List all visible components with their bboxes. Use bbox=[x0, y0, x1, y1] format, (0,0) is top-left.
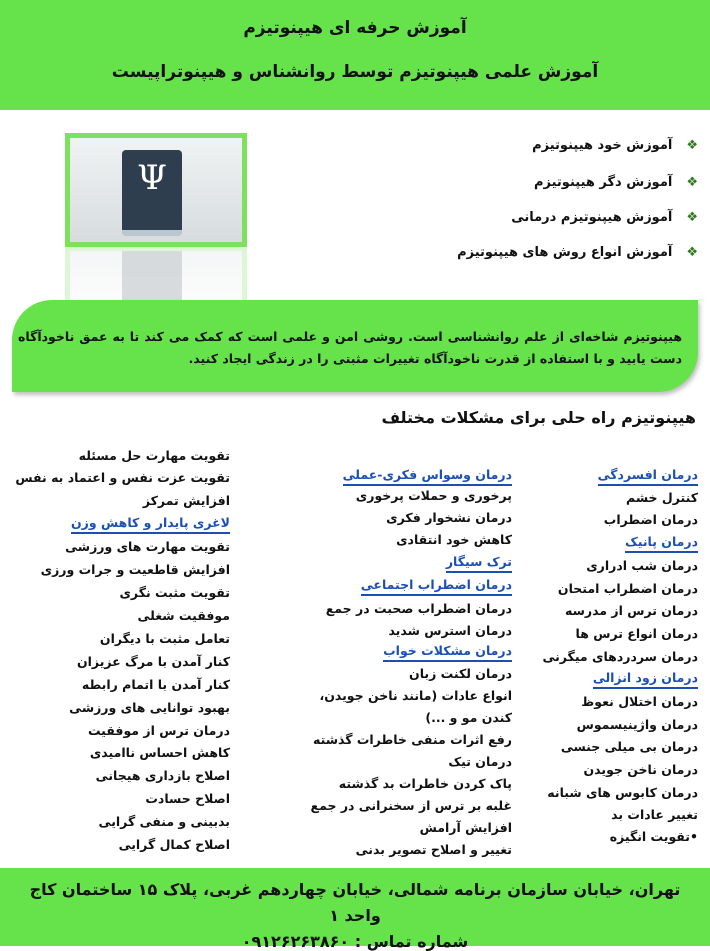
list-item: درمان سردردهای میگرنی bbox=[542, 649, 698, 664]
intro-text: هیپنوتیزم شاخه‌ای از علم روانشناسی است. روشی امن و علمی است که کمک می کند تا به عمق ناخودآگاه دست یابید و با استفاده از قدرت ناخودآگاه تغییرات مثبتی را در زندگی ایجاد کنید. bbox=[18, 329, 682, 366]
list-item: موفقیت شغلی bbox=[137, 608, 230, 623]
list-item: اصلاح حسادت bbox=[145, 791, 230, 806]
header-title: آموزش حرفه ای هیپنوتیزم bbox=[243, 18, 467, 38]
list-item bbox=[532, 138, 698, 162]
list-item bbox=[511, 210, 698, 234]
footer-banner bbox=[0, 868, 710, 951]
list-item-label: آموزش انواع روش های هیپنوتیزم bbox=[457, 245, 673, 260]
address-line-2: واحد ۱ bbox=[329, 906, 381, 925]
list-item: •تقویت انگیزه bbox=[609, 829, 698, 844]
diamond-bullet-icon: ❖ bbox=[686, 138, 698, 153]
list-item: کاهش خود انتقادی bbox=[396, 532, 512, 547]
list-item: کندن مو و ...) bbox=[425, 710, 512, 725]
list-item: درمان ترس از موفقیت bbox=[87, 723, 230, 738]
list-item bbox=[534, 175, 698, 199]
list-item: رفع اثرات منفی خاطرات گذشته bbox=[313, 732, 512, 747]
category-heading: درمان افسردگی bbox=[598, 466, 698, 486]
list-item-label: آموزش دگر هیپنوتیزم bbox=[534, 175, 673, 190]
list-item: درمان لکنت زبان bbox=[409, 666, 512, 681]
psi-symbol: Ψ bbox=[137, 158, 167, 198]
diamond-bullet-icon: ❖ bbox=[686, 210, 698, 225]
list-item: درمان انواع ترس ها bbox=[575, 626, 698, 641]
list-item-label: آموزش هیپنوتیزم درمانی bbox=[511, 210, 673, 225]
list-item: درمان اضطراب صحبت در جمع bbox=[325, 601, 512, 616]
list-item: درمان ترس از مدرسه bbox=[565, 603, 698, 618]
list-item: پاک کردن خاطرات بد گذشته bbox=[338, 776, 512, 791]
logo-frame bbox=[65, 133, 247, 247]
list-item: بهبود توانایی های ورزشی bbox=[69, 700, 230, 715]
list-item: تغییر عادات بد bbox=[611, 807, 698, 822]
list-item: درمان شب ادراری bbox=[586, 558, 698, 573]
list-item: انواع عادات (مانند ناخن جویدن، bbox=[319, 688, 512, 703]
list-item: افزایش آرامش bbox=[419, 820, 512, 835]
list-item: درمان استرس شدید bbox=[388, 623, 512, 638]
category-heading: درمان مشکلات خواب bbox=[383, 642, 512, 662]
list-item: کنترل خشم bbox=[626, 490, 698, 505]
intro-banner bbox=[12, 300, 698, 392]
list-item: اصلاح بازداری هیجانی bbox=[95, 768, 230, 783]
list-item: اصلاح کمال گرایی bbox=[118, 837, 230, 852]
list-item: کنار آمدن با اتمام رابطه bbox=[81, 677, 230, 692]
psychology-book-icon bbox=[122, 150, 182, 236]
list-item: بدبینی و منفی گرایی bbox=[98, 814, 230, 829]
category-heading: درمان زود انزالی bbox=[593, 669, 698, 689]
header-subtitle: آموزش علمی هیپنوتیزم توسط روانشناس و هیپنوتراپیست bbox=[111, 62, 599, 82]
header-banner bbox=[0, 0, 710, 110]
diamond-bullet-icon: ❖ bbox=[686, 175, 698, 190]
list-item: غلبه بر ترس از سخنرانی در جمع bbox=[310, 798, 512, 813]
list-item: درمان واژینیسموس bbox=[576, 717, 698, 732]
list-item-label: آموزش خود هیپنوتیزم bbox=[532, 138, 673, 153]
address-line-1: تهران، خیابان سازمان برنامه شمالی، خیابان چهاردهم غربی، پلاک ۱۵ ساختمان کاج bbox=[29, 880, 681, 899]
list-item: کنار آمدن با مرگ عزیزان bbox=[76, 654, 230, 669]
list-item: درمان نشخوار فکری bbox=[386, 510, 512, 525]
list-item: درمان ناخن جویدن bbox=[583, 762, 698, 777]
list-item: پرخوری و حملات پرخوری bbox=[355, 488, 512, 503]
list-item: درمان بی میلی جنسی bbox=[560, 739, 698, 754]
section-title: هیپنوتیزم راه حلی برای مشکلات مختلف bbox=[381, 408, 696, 427]
book-reflection bbox=[122, 251, 182, 301]
category-heading: درمان اضطراب اجتماعی bbox=[361, 576, 512, 596]
category-heading: ترک سیگار bbox=[446, 553, 512, 573]
list-item: تغییر و اصلاح تصویر بدنی bbox=[355, 842, 512, 857]
diamond-bullet-icon: ❖ bbox=[686, 245, 698, 260]
category-heading: لاغری پایدار و کاهش وزن bbox=[71, 514, 230, 534]
list-item: درمان کابوس های شبانه bbox=[547, 785, 698, 800]
category-heading: درمان وسواس فکری-عملی bbox=[343, 466, 512, 486]
list-item: تعامل مثبت با دیگران bbox=[99, 631, 230, 646]
list-item: درمان اضطراب bbox=[603, 512, 698, 527]
list-item: درمان اضطراب امتحان bbox=[557, 581, 698, 596]
list-item: تقویت عزت نفس و اعتماد به نفس bbox=[15, 470, 230, 485]
list-item: کاهش احساس ناامیدی bbox=[89, 745, 230, 760]
list-item: افزایش تمرکز bbox=[142, 493, 230, 508]
list-item: تقویت مهارت های ورزشی bbox=[65, 539, 230, 554]
list-item bbox=[457, 245, 698, 269]
list-item: درمان تیک bbox=[448, 754, 512, 769]
list-item: درمان اختلال نعوظ bbox=[581, 694, 698, 709]
list-item: تقویت مهارت حل مسئله bbox=[78, 448, 230, 463]
phone-number: شماره تماس : ۰۹۱۲۶۲۶۳۸۶۰ bbox=[241, 932, 469, 951]
list-item: تقویت مثبت نگری bbox=[119, 585, 230, 600]
list-item: افزایش قاطعیت و جرات ورزی bbox=[40, 562, 230, 577]
category-heading: درمان پانیک bbox=[625, 533, 698, 553]
